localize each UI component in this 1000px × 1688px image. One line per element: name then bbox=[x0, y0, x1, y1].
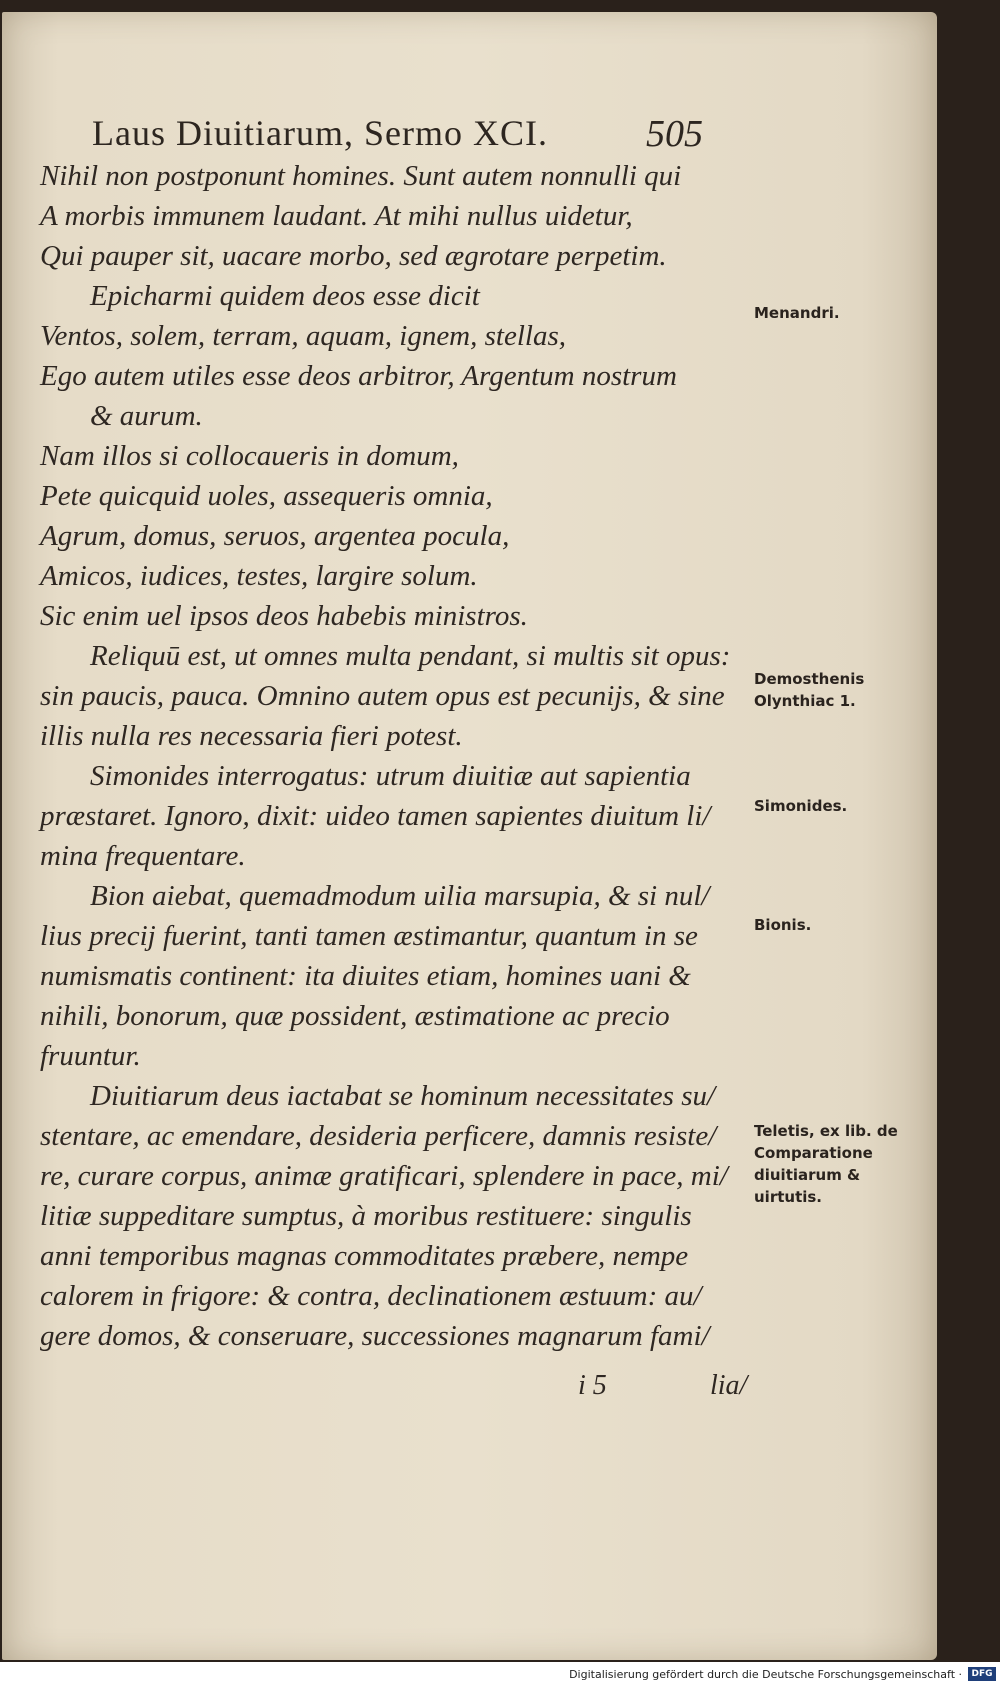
text-line: Diuitiarum deus iactabat se hominum necessitates su/ bbox=[90, 1080, 716, 1112]
text-line: Bion aiebat, quemadmodum uilia marsupia, & si nul/ bbox=[90, 880, 710, 912]
book-page bbox=[2, 12, 937, 1660]
text-line: Ventos, solem, terram, aquam, ignem, stellas, bbox=[40, 320, 566, 352]
text-line: Agrum, domus, seruos, argentea pocula, bbox=[40, 520, 510, 552]
text-line: Qui pauper sit, uacare morbo, sed ægrotare perpetim. bbox=[40, 240, 667, 272]
text-line: Pete quicquid uoles, assequeris omnia, bbox=[40, 480, 493, 512]
text-line: Reliquū est, ut omnes multa pendant, si multis sit opus: bbox=[90, 640, 731, 672]
text-line: & aurum. bbox=[90, 400, 203, 432]
text-line: re, curare corpus, animæ gratificari, splendere in pace, mi/ bbox=[40, 1160, 728, 1192]
text-line: stentare, ac emendare, desideria perficere, damnis resiste/ bbox=[40, 1120, 717, 1152]
text-line: Simonides interrogatus: utrum diuitiæ aut sapientia bbox=[90, 760, 691, 792]
signature-mark: i 5 bbox=[578, 1370, 607, 1401]
text-line: Nam illos si collocaueris in domum, bbox=[40, 440, 459, 472]
text-line: Epicharmi quidem deos esse dicit bbox=[90, 280, 480, 312]
catchword: lia/ bbox=[710, 1370, 748, 1401]
text-line: lius precij fuerint, tanti tamen æstimantur, quantum in se bbox=[40, 920, 698, 952]
marginal-note-bionis: Bionis. bbox=[754, 916, 812, 934]
text-line: præstaret. Ignoro, dixit: uideo tamen sapientes diuitum li/ bbox=[40, 800, 711, 832]
page-number: 505 bbox=[646, 113, 703, 155]
text-line: mina frequentare. bbox=[40, 840, 246, 872]
marginal-note-simonides: Simonides. bbox=[754, 797, 848, 815]
footer-credit: Digitalisierung gefördert durch die Deutsche Forschungsgemeinschaft · bbox=[569, 1668, 962, 1681]
text-line: litiæ suppeditare sumptus, à moribus restituere: singulis bbox=[40, 1200, 692, 1232]
text-line: numismatis continent: ita diuites etiam, homines uani & bbox=[40, 960, 691, 992]
text-line: Nihil non postponunt homines. Sunt autem nonnulli qui bbox=[40, 160, 682, 192]
marginal-note-teletis: Teletis, ex lib. de Comparatione diuitiarum & uirtutis. bbox=[754, 1122, 898, 1206]
text-line: gere domos, & conseruare, successiones magnarum fami/ bbox=[40, 1320, 710, 1352]
text-line: Amicos, iudices, testes, largire solum. bbox=[40, 560, 478, 592]
text-line: nihili, bonorum, quæ possident, æstimatione ac precio bbox=[40, 1000, 670, 1032]
text-line: anni temporibus magnas commoditates præbere, nempe bbox=[40, 1240, 689, 1272]
digitization-footer bbox=[0, 1662, 1000, 1688]
text-line: fruuntur. bbox=[40, 1040, 141, 1072]
running-title: Laus Diuitiarum, Sermo XCI. bbox=[92, 113, 548, 153]
text-line: calorem in frigore: & contra, declinationem æstuum: au/ bbox=[40, 1280, 702, 1312]
marginal-note-demosthenis: Demosthenis Olynthiac 1. bbox=[754, 670, 865, 710]
dfg-logo: DFG bbox=[968, 1667, 996, 1681]
text-line: A morbis immunem laudant. At mihi nullus uidetur, bbox=[40, 200, 633, 232]
text-line: Sic enim uel ipsos deos habebis ministros. bbox=[40, 600, 528, 632]
text-line: sin paucis, pauca. Omnino autem opus est pecunijs, & sine bbox=[40, 680, 725, 712]
marginal-note-menandri: Menandri. bbox=[754, 304, 840, 322]
text-line: illis nulla res necessaria fieri potest. bbox=[40, 720, 463, 752]
text-line: Ego autem utiles esse deos arbitror, Argentum nostrum bbox=[40, 360, 677, 392]
